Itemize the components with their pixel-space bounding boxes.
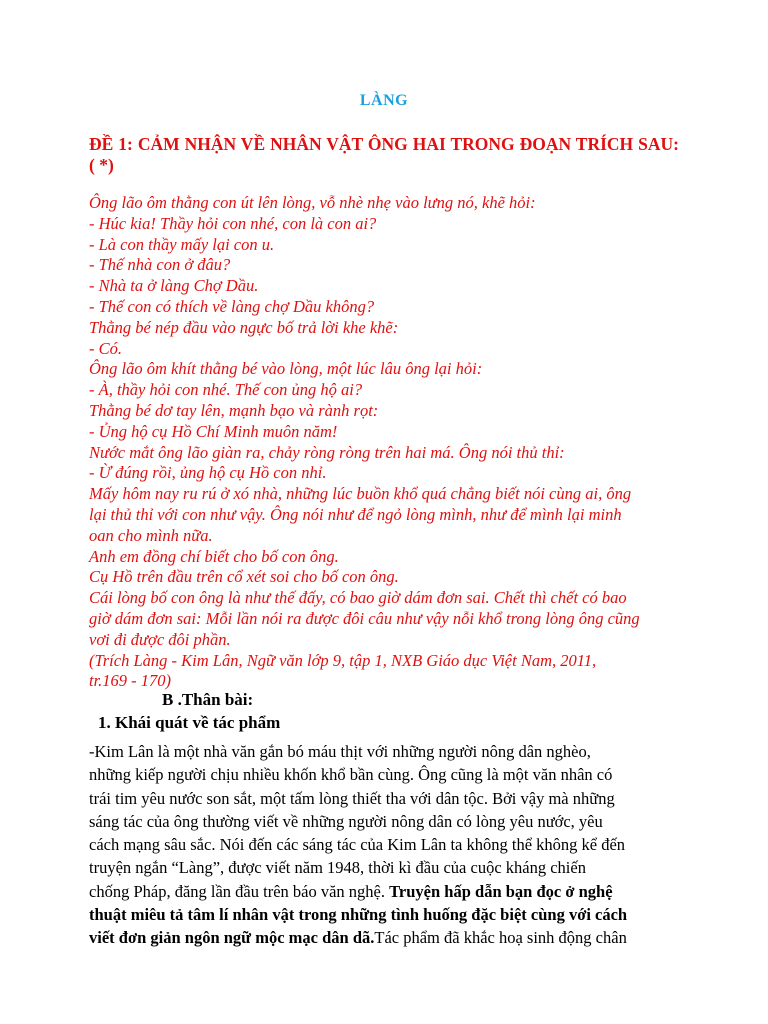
section-label: B .Thân bài: [162,690,254,709]
body-line [89,787,689,810]
excerpt-line: Nước mắt ông lão giàn ra, chảy ròng ròng trên hai má. Ông nói thủ thỉ: [89,442,565,462]
emphasis-text: thuật miêu tả tâm lí nhân vật trong những tình huống đặc biệt cùng với cách [89,905,628,925]
body-text: Tác phẩm đã khắc hoạ sinh động chân [374,928,627,948]
excerpt-line: (Trích Làng - Kim Lân, Ngữ văn lớp 9, tập 1, NXB Giáo dục Việt Nam, 2011, [89,650,597,670]
subheading: 1. Khái quát về tác phẩm [98,713,281,732]
excerpt-quote [89,193,689,692]
excerpt-line: giờ dám đơn sai: Mỗi lần nói ra được đôi câu như vậy nỗi khổ trong lòng ông cũng [89,608,640,628]
excerpt-line: Thằng bé dơ tay lên, mạnh bạo và rành rọt: [89,400,379,420]
excerpt-line: - Húc kia! Thầy hỏi con nhé, con là con ai? [89,213,377,233]
body-line [89,926,689,949]
body-line [89,810,689,833]
body-line [89,740,689,763]
body-line [89,880,689,903]
excerpt-line: - Thế nhà con ở đâu? [89,255,231,275]
excerpt-line: Ông lão ôm khít thằng bé vào lòng, một lúc lâu ông lại hỏi: [89,359,483,379]
excerpt-line: - Thế con có thích về làng chợ Dầu không? [89,296,375,316]
excerpt-line: - Có. [89,338,122,358]
excerpt-line: Ông lão ôm thằng con út lên lòng, vỗ nhè nhẹ vào lưng nó, khẽ hỏi: [89,193,536,212]
excerpt-line: - Ủng hộ cụ Hồ Chí Minh muôn năm! [89,421,338,441]
body-text: chống Pháp, đăng lần đầu trên báo văn nghệ. [89,881,390,901]
excerpt-line: - À, thầy hỏi con nhé. Thế con ủng hộ ai? [89,380,363,400]
body-text: trái tim yêu nước son sắt, một tấm lòng thiết tha với dân tộc. Bởi vậy mà những [89,788,615,808]
body-line [89,833,689,856]
document-title: LÀNG [359,92,409,109]
excerpt-line: Thằng bé nép đầu vào ngực bố trả lời khe khẽ: [89,317,399,337]
excerpt-line: tr.169 - 170) [89,671,172,691]
excerpt-line: Cụ Hồ trên đầu trên cổ xét soi cho bố con ông. [89,567,399,587]
excerpt-line: Anh em đồng chí biết cho bố con ông. [89,546,339,566]
emphasis-text: Truyện hấp dẫn bạn đọc ở nghệ [389,881,613,901]
excerpt-line: lại thủ thỉ với con như vậy. Ông nói như để ngỏ lòng mình, như để mình lại minh [89,504,622,524]
body-line [89,763,689,786]
excerpt-line: vơi đi được đôi phần. [89,629,231,649]
body-paragraph [89,740,689,950]
body-text: cách mạng sâu sắc. Nói đến các sáng tác của Kim Lân ta không thể không kể đến [89,835,626,855]
excerpt-line: - Là con thầy mấy lại con u. [89,234,275,254]
excerpt-line: Mấy hôm nay ru rú ở xó nhà, những lúc buồn khổ quá chẳng biết nói cùng ai, ông [89,484,632,504]
body-line [89,903,689,926]
body-text: sáng tác của ông thường viết về những người nông dân có lòng yêu nước, yêu [89,811,603,831]
excerpt-line: oan cho mình nữa. [89,525,213,545]
excerpt-line: - Ừ đúng rồi, ủng hộ cụ Hồ con nhỉ. [89,463,327,483]
excerpt-line: Cái lòng bố con ông là như thế đấy, có bao giờ dám đơn sai. Chết thì chết có bao [89,588,627,608]
body-text: những kiếp người chịu nhiều khốn khổ bần cùng. Ông cũng là một văn nhân có [89,765,613,785]
excerpt-line: - Nhà ta ở làng Chợ Dầu. [89,276,259,296]
body-line [89,856,689,879]
body-text: truyện ngắn “Làng”, được viết năm 1948, thời kì đầu của cuộc kháng chiến [89,858,586,878]
body-text: -Kim Lân là một nhà văn gắn bó máu thịt với những người nông dân nghèo, [89,742,591,761]
exercise-heading: ĐỀ 1: CẢM NHẬN VỀ NHÂN VẬT ÔNG HAI TRONG ĐOẠN TRÍCH SAU: ( *) [89,134,679,175]
emphasis-text: viết đơn giản ngôn ngữ mộc mạc dân dã. [89,928,375,948]
